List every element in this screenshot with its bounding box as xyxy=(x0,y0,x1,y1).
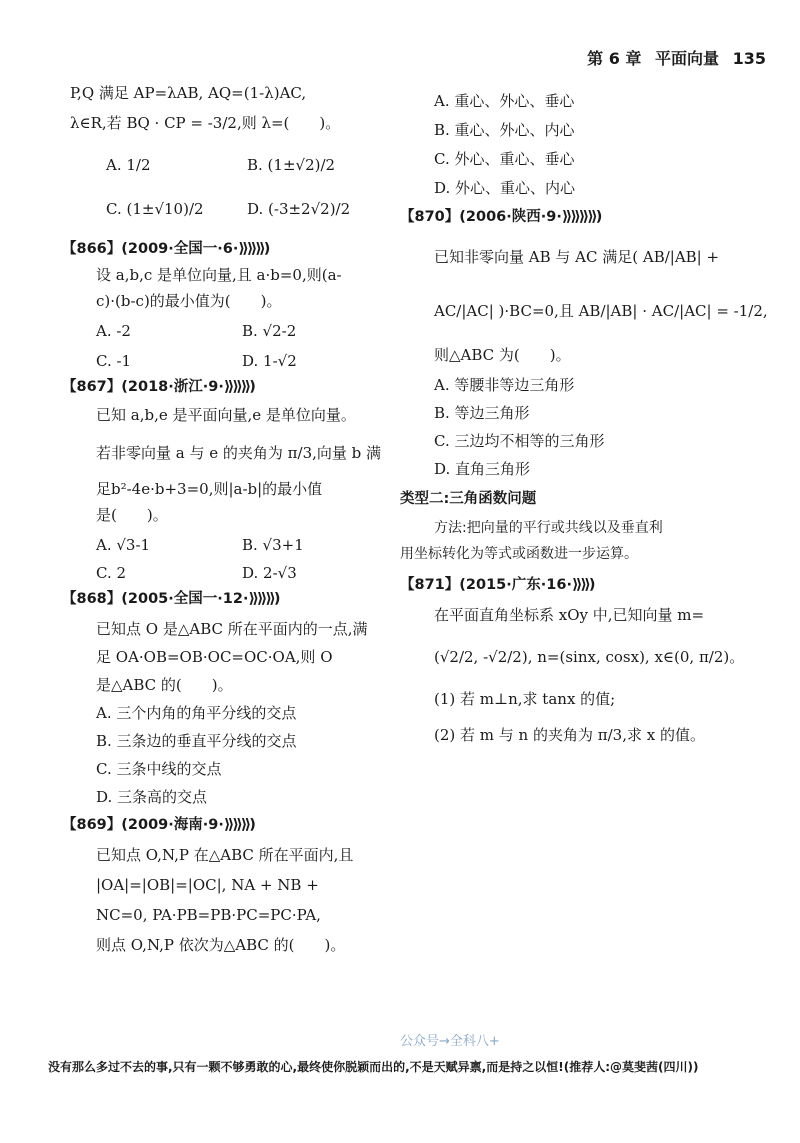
problem-868-line-2: 足 OA·OB=OB·OC=OC·OA,则 O xyxy=(96,648,333,666)
chapter-label: 第 6 章 xyxy=(587,49,642,68)
problem-867-title: 【867】(2018·浙江·9·⟫⟫⟫) xyxy=(62,379,256,395)
problem-868-line-1: 已知点 O 是△ABC 所在平面内的一点,满 xyxy=(96,620,368,638)
cont-line-2: λ∈R,若 BQ · CP = -3/2,则 λ=( )。 xyxy=(70,114,341,132)
method-line-1: 方法:把向量的平行或共线以及垂直利 xyxy=(434,520,663,536)
problem-869-line-1: 已知点 O,N,P 在△ABC 所在平面内,且 xyxy=(96,846,354,864)
problem-868-option-d: D. 三条高的交点 xyxy=(96,788,208,806)
page-number: 135 xyxy=(732,49,766,68)
problem-870-title: 【870】(2006·陕西·9·⟫⟫⟫⟫) xyxy=(400,209,603,225)
problem-867-line-4: 是( )。 xyxy=(96,506,168,524)
difficulty-icon: ⟫⟫⟫ xyxy=(223,379,250,395)
page-header xyxy=(579,46,766,69)
problem-867-line-1: 已知 a,b,e 是平面向量,e 是单位向量。 xyxy=(96,406,356,424)
method-line-2: 用坐标转化为等式或函数进一步运算。 xyxy=(400,546,638,562)
problem-870-option-b: B. 等边三角形 xyxy=(434,404,530,422)
problem-868-line-3: 是△ABC 的( )。 xyxy=(96,676,233,694)
problem-870-line-3: 则△ABC 为( )。 xyxy=(434,346,571,364)
problem-868-option-c: C. 三条中线的交点 xyxy=(96,760,222,778)
difficulty-icon: ⟫⟫ xyxy=(571,577,589,593)
problem-869-line-2: |OA|=|OB|=|OC|, NA + NB + xyxy=(96,876,319,894)
problem-868-option-a: A. 三个内角的角平分线的交点 xyxy=(96,704,297,722)
chapter-title: 平面向量 xyxy=(655,49,720,68)
problem-868-title: 【868】(2005·全国一·12·⟫⟫⟫) xyxy=(62,591,281,607)
problem-869-option-d: D. 外心、重心、内心 xyxy=(434,179,576,197)
footer-quote: 没有那么多过不去的事,只有一颗不够勇敢的心,最终使你脱颖而出的,不是天赋异禀,而是持之以恒!(推荐人:@莫斐茜(四川)) xyxy=(48,1060,699,1074)
problem-870-option-a: A. 等腰非等边三角形 xyxy=(434,376,575,394)
problem-869-line-4: 则点 O,N,P 依次为△ABC 的( )。 xyxy=(96,936,346,954)
problem-871-line-3: (1) 若 m⊥n,求 tanx 的值; xyxy=(434,690,616,708)
option-a: A. 1/2 xyxy=(106,156,151,174)
cont-options-row-2 xyxy=(70,200,388,240)
problem-870-line-1: 已知非零向量 AB 与 AC 满足( AB/|AB| + xyxy=(434,248,720,266)
difficulty-icon: ⟫⟫⟫⟫ xyxy=(561,209,596,225)
problem-871-line-2: (√2/2, -√2/2), n=(sinx, cosx), x∈(0, π/2)。 xyxy=(434,648,745,666)
problem-867-line-3: 足b²-4e·b+3=0,则|a-b|的最小值 xyxy=(96,480,323,498)
problem-866-line-1: 设 a,b,c 是单位向量,且 a·b=0,则(a- xyxy=(96,266,342,284)
problem-869-option-b: B. 重心、外心、内心 xyxy=(434,121,575,139)
problem-871-title: 【871】(2015·广东·16·⟫⟫) xyxy=(400,577,596,593)
watermark: 公众号→全科八+ xyxy=(400,1034,500,1049)
problem-867-options-2: C. 2 D. 2-√3 xyxy=(96,564,297,582)
problem-869-line-3: NC=0, PA·PB=PB·PC=PC·PA, xyxy=(96,906,321,924)
section-heading: 类型二:三角函数问题 xyxy=(400,491,537,507)
problem-871-line-1: 在平面直角坐标系 xOy 中,已知向量 m= xyxy=(434,606,705,624)
option-d: D. (-3±2√2)/2 xyxy=(247,200,351,218)
problem-870-option-c: C. 三边均不相等的三角形 xyxy=(434,432,605,450)
problem-869-option-c: C. 外心、重心、垂心 xyxy=(434,150,575,168)
problem-868-option-b: B. 三条边的垂直平分线的交点 xyxy=(96,732,297,750)
problem-867-options-1: A. √3-1 B. √3+1 xyxy=(96,536,304,554)
cont-options-row-1 xyxy=(70,156,388,200)
problem-866-line-2: c)·(b-c)的最小值为( )。 xyxy=(96,292,282,310)
problem-869-option-a: A. 重心、外心、垂心 xyxy=(434,92,575,110)
cont-line-1: P,Q 满足 AP=λAB, AQ=(1-λ)AC, xyxy=(70,84,307,102)
problem-869-title: 【869】(2009·海南·9·⟫⟫⟫) xyxy=(62,817,256,833)
difficulty-icon: ⟫⟫⟫ xyxy=(238,241,264,257)
problem-871-line-4: (2) 若 m 与 n 的夹角为 π/3,求 x 的值。 xyxy=(434,726,705,744)
problem-866-options-1: A. -2 B. √2-2 xyxy=(96,322,297,340)
right-column xyxy=(400,92,768,756)
problem-867-line-2: 若非零向量 a 与 e 的夹角为 π/3,向量 b 满 xyxy=(96,444,382,462)
problem-870-line-2: AC/|AC| )·BC=0,且 AB/|AB| · AC/|AC| = -1/2, xyxy=(434,302,768,320)
option-b: B. (1±√2)/2 xyxy=(247,156,336,174)
left-column xyxy=(62,84,388,964)
problem-866-title: 【866】(2009·全国一·6·⟫⟫⟫) xyxy=(62,241,271,257)
problem-866-options-2: C. -1 D. 1-√2 xyxy=(96,352,297,370)
problem-870-option-d: D. 直角三角形 xyxy=(434,460,531,478)
difficulty-icon: ⟫⟫⟫ xyxy=(223,817,250,833)
option-c: C. (1±√10)/2 xyxy=(106,200,204,218)
difficulty-icon: ⟫⟫⟫ xyxy=(248,591,274,607)
